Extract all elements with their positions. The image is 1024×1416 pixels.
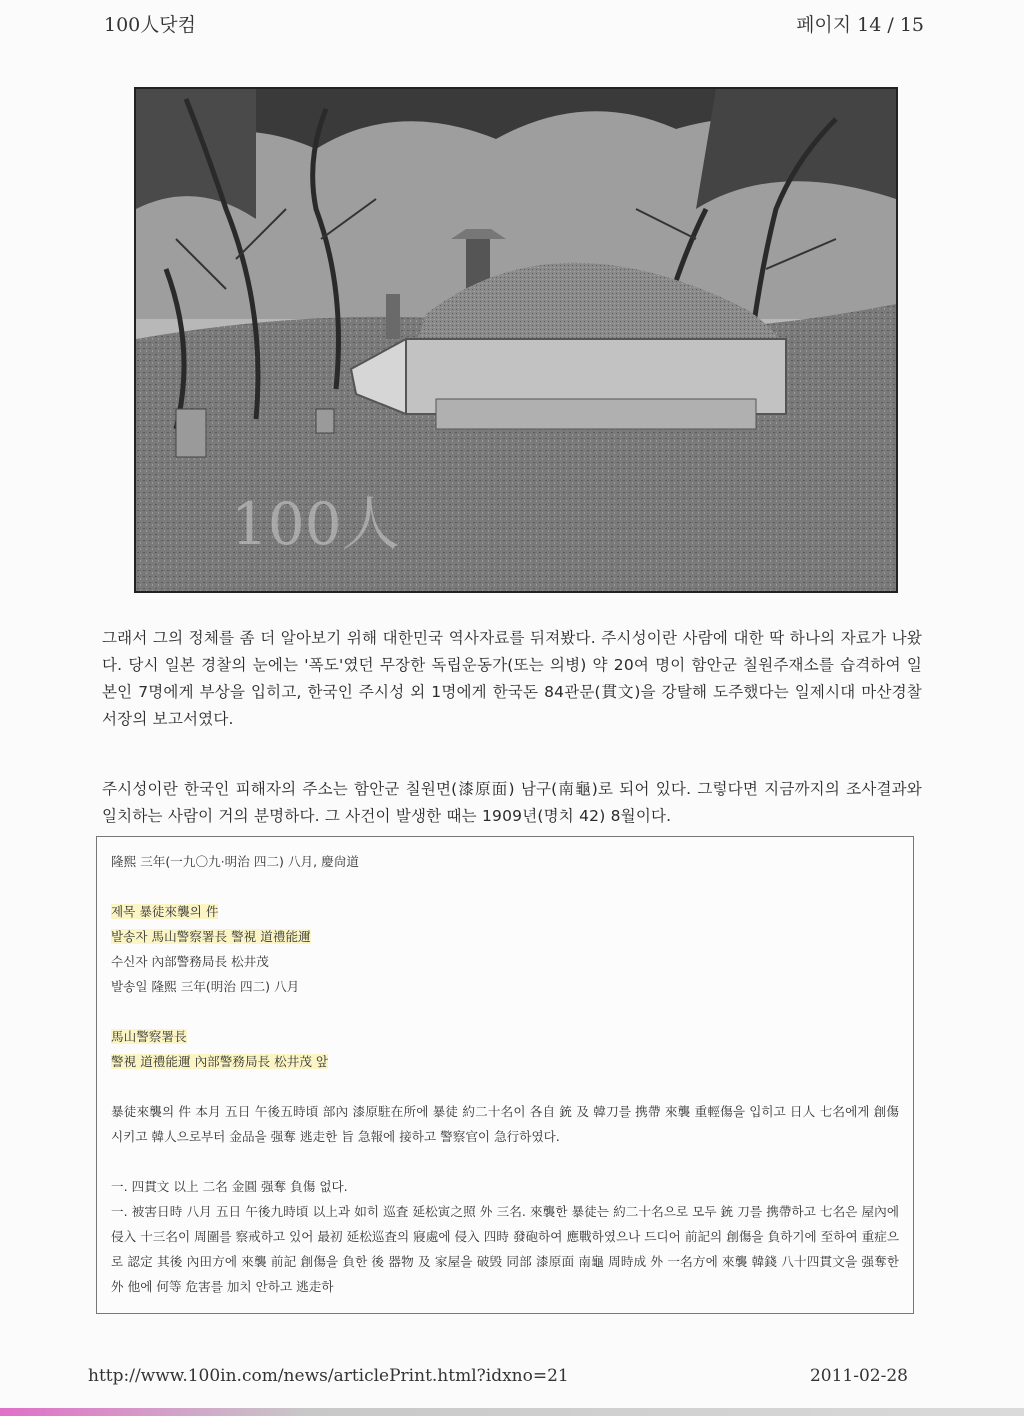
document-body: 暴徒來襲의 件 本月 五日 午後五時頃 部內 漆原駐在所에 暴徒 約二十名이 各自 銃 及 韓刀를 携帶 來襲 重輕傷을 입히고 日人 七名에게 創傷시키고 韓人으로부터 金品을 强奪 逃走한 旨 急報에 接하고 警察官이 急行하였다. — [111, 1104, 899, 1144]
archive-document-box — [96, 836, 914, 1314]
document-address-line: 警視 道禮能邇 內部警務局長 松井茂 앞 — [111, 1054, 329, 1069]
article-paragraph-1: 그래서 그의 정체를 좀 더 알아보기 위해 대한민국 역사자료를 뒤져봤다. 주시성이란 사람에 대한 딱 하나의 자료가 나왔다. 당시 일본 경찰의 눈에는 '폭도'였던 무장한 독립운동가(또는 의병) 약 20여 명이 함안군 칠원주재소를 습격하여 일본인 7명에게 부상을 입히고, 한국인 주시성 외 1명에게 한국돈 84관문(貫文)을 강탈해 도주했다는 일제시대 마산경찰서장의 보고서였다. — [102, 629, 922, 728]
document-send-date: 발송일 隆熙 三年(明治 四二) 八月 — [111, 979, 300, 994]
document-item-1: 一. 四貫文 以上 二名 金圓 强奪 負傷 없다. — [111, 1179, 348, 1194]
document-from-title: 馬山警察署長 — [111, 1029, 187, 1044]
scan-edge-strip — [0, 1408, 1024, 1416]
page-number: 페이지 14 / 15 — [796, 14, 924, 36]
document-item-2: 一. 被害日時 八月 五日 午後九時頃 以上과 如히 巡査 延松寅之照 外 三名. 來襲한 暴徒는 約二十名으로 모두 銃 刀를 携帶하고 七名은 屋內에 侵入 十三名이 周圍를 察戒하고 있어 最初 延松巡査의 寢處에 侵入 四時 發砲하여 應戰하였으나 드디어 前記의 創傷을 負하기에 至하여 重症으로 認定 其後 內田方에 來襲 前記 創傷을 負한 後 器物 及 家屋을 破毁 同部 漆原面 南龜 周時成 外 一名方에 來襲 韓錢 八十四貫文을 强奪한 外 他에 何等 危害를 加치 안하고 逃走하 — [111, 1204, 899, 1294]
document-header-line: 隆熙 三年(一九〇九·明治 四二) 八月, 慶尙道 — [111, 854, 359, 869]
document-receiver: 수신자 內部警務局長 松井茂 — [111, 954, 269, 969]
article-paragraph-2: 주시성이란 한국인 피해자의 주소는 함안군 칠원면(漆原面) 남구(南龜)로 되어 있다. 그렇다면 지금까지의 조사결과와 일치하는 사람이 거의 분명하다. 그 사건이 발생한 때는 1909년(명치 42) 8월이다. — [102, 780, 922, 825]
document-subject: 제목 暴徒來襲의 件 — [111, 904, 219, 919]
document-sender: 발송자 馬山警察署長 警視 道禮能邇 — [111, 929, 311, 944]
site-title: 100人닷컴 — [104, 14, 196, 36]
grave-photo — [134, 87, 898, 593]
photo-watermark: 100人 — [231, 490, 400, 558]
grave-photo-illustration — [136, 89, 896, 591]
footer-url: http://www.100in.com/news/articlePrint.html?idxno=21 — [88, 1366, 569, 1386]
footer-date: 2011-02-28 — [809, 1366, 908, 1386]
